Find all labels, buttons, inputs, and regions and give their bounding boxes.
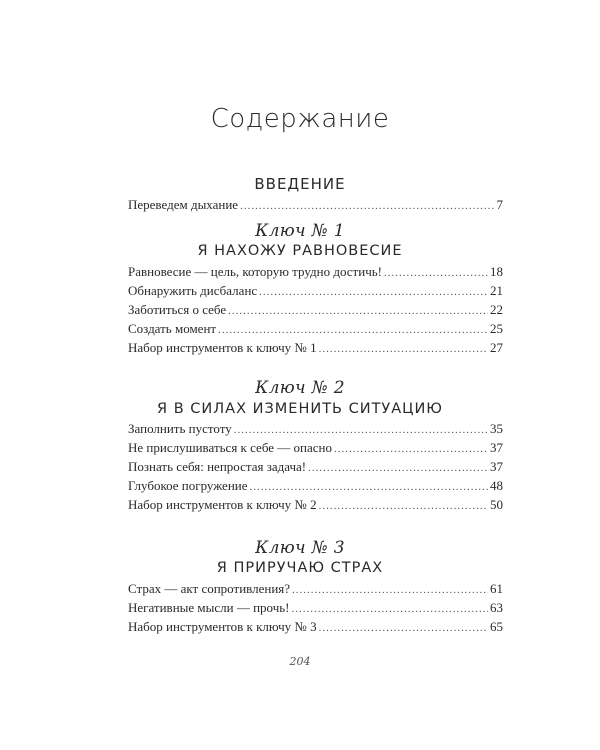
key-3-title: Ключ № 3 [255, 538, 345, 558]
toc-leader-dots [259, 283, 488, 302]
toc-entry[interactable] [128, 438, 503, 457]
toc-entry-title: Страх — акт сопротивления? [128, 581, 291, 596]
key-1-toc-list [128, 262, 503, 357]
toc-entry[interactable] [128, 300, 503, 319]
toc-entry-page: 7 [496, 197, 503, 212]
toc-entry-page: 37 [490, 440, 503, 455]
key-1-title: Ключ № 1 [255, 221, 345, 241]
toc-entry-title: Заполнить пустоту [128, 421, 232, 436]
toc-leader-dots [292, 581, 488, 600]
toc-entry[interactable] [128, 598, 503, 617]
toc-leader-dots [384, 264, 488, 283]
toc-entry-title: Не прислушиваться к себе — опасно [128, 440, 332, 455]
toc-leader-dots [228, 302, 488, 321]
key-3-toc-list [128, 579, 503, 636]
toc-entry[interactable] [128, 476, 503, 495]
toc-leader-dots [292, 600, 488, 619]
toc-entry-page: 63 [490, 600, 503, 615]
toc-leader-dots [319, 340, 488, 359]
toc-entry-title: Познать себя: непростая задача! [128, 459, 307, 474]
toc-entry-page: 37 [490, 459, 503, 474]
toc-entry-page: 27 [490, 340, 503, 355]
toc-entry[interactable] [128, 281, 503, 300]
toc-entry-page: 21 [490, 283, 503, 298]
toc-leader-dots [319, 619, 488, 638]
toc-entry-title: Набор инструментов к ключу № 2 [128, 497, 317, 512]
toc-entry[interactable] [128, 195, 503, 214]
toc-entry-page: 50 [490, 497, 503, 512]
toc-entry-title: Заботиться о себе [128, 302, 227, 317]
toc-entry[interactable] [128, 338, 503, 357]
toc-entry[interactable] [128, 419, 503, 438]
toc-entry[interactable] [128, 262, 503, 281]
key-2-toc-list [128, 419, 503, 514]
toc-leader-dots [319, 497, 488, 516]
toc-leader-dots [334, 440, 488, 459]
toc-leader-dots [240, 197, 494, 216]
key-1-subtitle: Я НАХОЖУ РАВНОВЕСИЕ [197, 243, 403, 259]
key-2-title: Ключ № 2 [255, 378, 345, 398]
toc-entry-page: 65 [490, 619, 503, 634]
toc-entry-page: 61 [490, 581, 503, 596]
toc-entry[interactable] [128, 319, 503, 338]
toc-entry-page: 18 [490, 264, 503, 279]
toc-entry-title: Равновесие — цель, которую трудно достичь! [128, 264, 382, 279]
toc-entry[interactable] [128, 457, 503, 476]
toc-entry-page: 48 [490, 478, 503, 493]
toc-entry-title: Переведем дыхание [128, 197, 239, 212]
toc-entry-title: Негативные мысли — прочь! [128, 600, 290, 615]
toc-entry-page: 35 [490, 421, 503, 436]
toc-entry[interactable] [128, 617, 503, 636]
toc-entry-title: Набор инструментов к ключу № 1 [128, 340, 317, 355]
key-2-subtitle: Я В СИЛАХ ИЗМЕНИТЬ СИТУАЦИЮ [157, 401, 443, 417]
toc-entry-title: Обнаружить дисбаланс [128, 283, 258, 298]
toc-entry[interactable] [128, 579, 503, 598]
toc-entry-page: 25 [490, 321, 503, 336]
page-title: Содержание [210, 104, 390, 134]
toc-entry-title: Глубокое погружение [128, 478, 248, 493]
key-3-subtitle: Я ПРИРУЧАЮ СТРАХ [216, 560, 384, 576]
intro-heading: ВВЕДЕНИЕ [254, 175, 346, 193]
intro-toc-list [128, 195, 503, 214]
toc-entry[interactable] [128, 495, 503, 514]
toc-leader-dots [308, 459, 488, 478]
page-number: 204 [289, 655, 311, 668]
toc-entry-page: 22 [490, 302, 503, 317]
toc-entry-title: Набор инструментов к ключу № 3 [128, 619, 317, 634]
toc-entry-title: Создать момент [128, 321, 217, 336]
